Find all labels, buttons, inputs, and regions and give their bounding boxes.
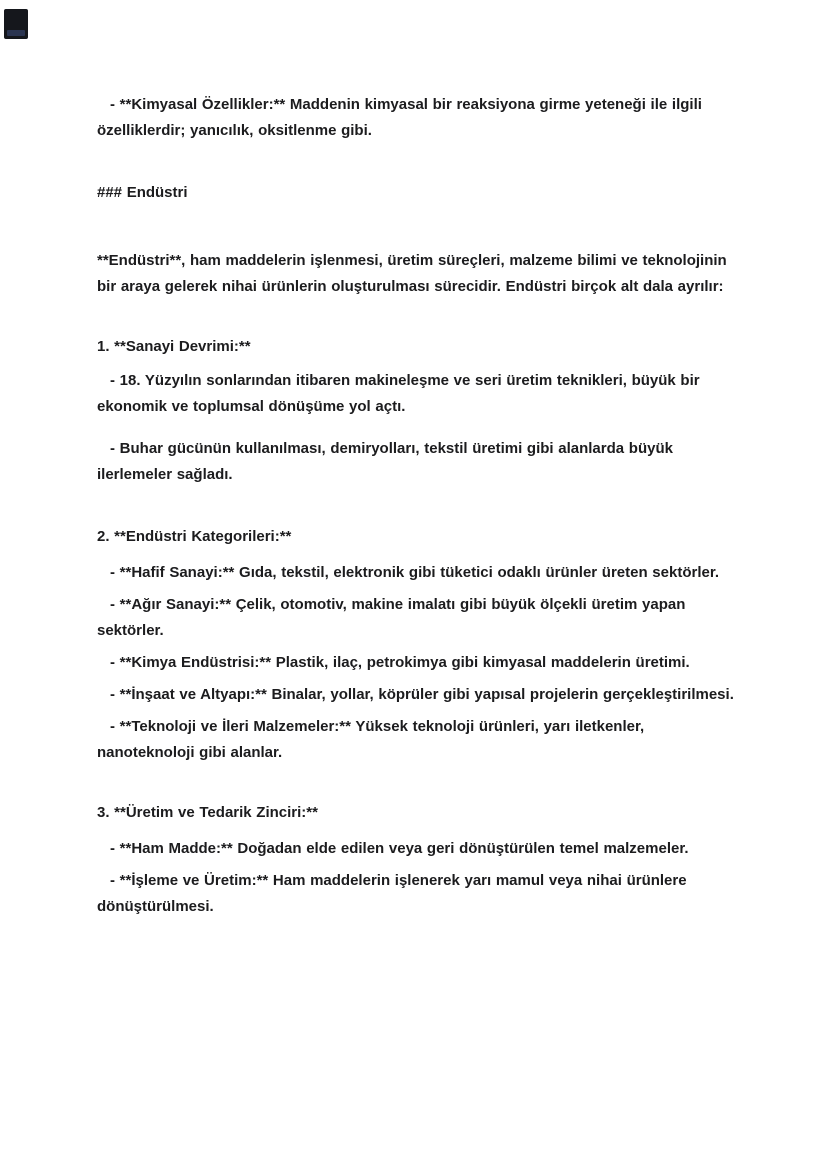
sub-item-agir-sanayi: - **Ağır Sanayi:** Çelik, otomotiv, makine imalatı gibi büyük ölçekli üretim yapan sektörler. <box>97 596 686 639</box>
sub-item-insaat-ve-altyapi: - **İnşaat ve Altyapı:** Binalar, yollar, köprüler gibi yapısal projelerin gerçekleştirilmesi. <box>110 686 734 703</box>
sub-item-kimya-endustrisi: - **Kimya Endüstrisi:** Plastik, ilaç, petrokimya gibi kimyasal maddelerin üretimi. <box>110 654 690 671</box>
sub-item-sanayi-devrimi-buhar: - Buhar gücünün kullanılması, demiryolları, tekstil üretimi gibi alanlarda büyük ilerlemeler sağladı. <box>97 440 673 483</box>
paragraph-endustri-intro: **Endüstri**, ham maddelerin işlenmesi, üretim süreçleri, malzeme bilimi ve teknolojinin bir araya gelerek nihai ürünlerin oluşturulması sürecidir. Endüstri birçok alt dala ayrılır: <box>97 252 727 295</box>
document-body <box>97 92 734 920</box>
list-item-kimyasal-ozellikler: - **Kimyasal Özellikler:** Maddenin kimyasal bir reaksiyona girme yeteneği ile ilgili özelliklerdir; yanıcılık, oksitlenme gibi. <box>97 96 702 139</box>
sub-item-hafif-sanayi: - **Hafif Sanayi:** Gıda, tekstil, elektronik gibi tüketici odaklı ürünler üreten sektörler. <box>110 564 720 581</box>
sub-item-isleme-ve-uretim: - **İşleme ve Üretim:** Ham maddelerin işlenerek yarı mamul veya nihai ürünlere dönüştürülmesi. <box>97 872 687 915</box>
sub-item-teknoloji-ve-ileri-malzemeler: - **Teknoloji ve İleri Malzemeler:** Yüksek teknoloji ürünleri, yarı iletkenler, nanoteknoloji gibi alanlar. <box>97 718 645 761</box>
sub-item-ham-madde: - **Ham Madde:** Doğadan elde edilen veya geri dönüştürülen temel malzemeler. <box>110 840 689 857</box>
list-item-endustri-kategorileri: 2. **Endüstri Kategorileri:** <box>97 528 292 545</box>
sub-item-sanayi-devrimi-makinelesme: - 18. Yüzyılın sonlarından itibaren makineleşme ve seri üretim teknikleri, büyük bir ekonomik ve toplumsal dönüşüme yol açtı. <box>97 372 700 415</box>
top-left-artifact <box>4 9 28 39</box>
list-item-sanayi-devrimi: 1. **Sanayi Devrimi:** <box>97 338 251 355</box>
heading-endustri: ### Endüstri <box>97 184 188 201</box>
list-item-uretim-ve-tedarik-zinciri: 3. **Üretim ve Tedarik Zinciri:** <box>97 804 318 821</box>
